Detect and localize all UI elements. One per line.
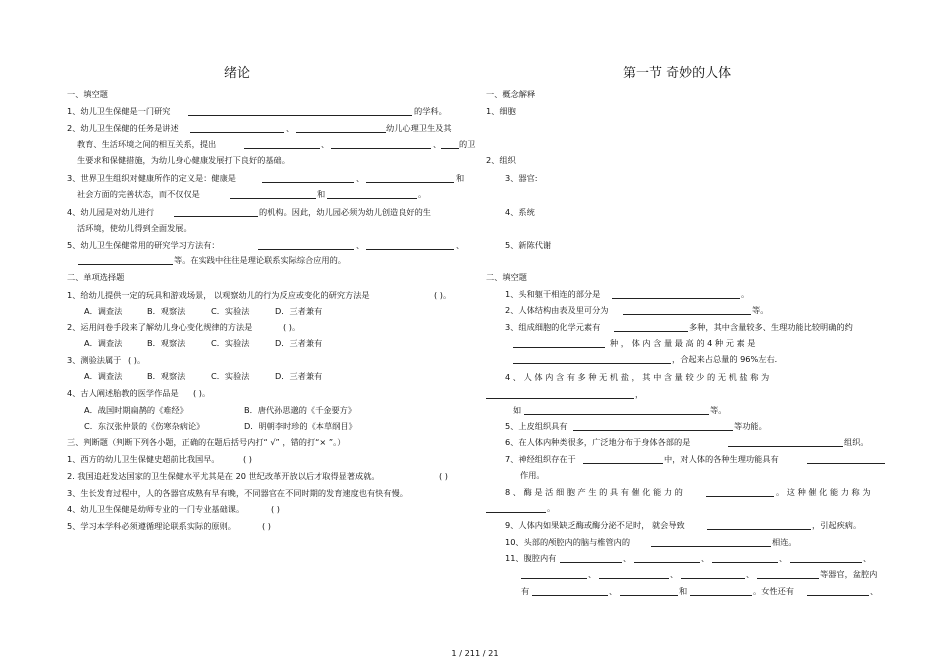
blank bbox=[331, 148, 431, 149]
section-single-choice: 二、单项选择题 bbox=[67, 272, 125, 282]
fill-5-end: 等功能。 bbox=[734, 421, 767, 431]
blank bbox=[327, 198, 417, 199]
fill-5: 5、上皮组织具有 bbox=[505, 421, 568, 431]
fill-1-end: 。 bbox=[741, 289, 750, 299]
fill-2-end: 等。 bbox=[752, 305, 769, 315]
blank bbox=[366, 182, 454, 183]
blank bbox=[486, 512, 546, 513]
question-2-b: 幼儿心理卫生及其 bbox=[386, 123, 452, 133]
blank bbox=[188, 115, 412, 116]
blank bbox=[807, 595, 869, 596]
option-a: A．战国时期扁鹊的《难经》 bbox=[84, 405, 188, 415]
option-b: B．唐代孙思邈的《千金要方》 bbox=[244, 405, 357, 415]
blank bbox=[790, 562, 862, 563]
sep: 、 bbox=[863, 553, 872, 563]
blank bbox=[258, 249, 354, 250]
sep: 、 bbox=[746, 569, 755, 579]
fill-7-b: 中，对人体的各种生理功能具有 bbox=[664, 454, 779, 464]
judge-1: 1、西方的幼儿卫生保健史超前比我国早。 bbox=[67, 454, 220, 464]
choice-3-paren: ( )。 bbox=[128, 355, 146, 365]
comma: 、 bbox=[456, 240, 465, 250]
blank bbox=[614, 331, 688, 332]
fill-10: 10、头部的颅腔内的脑与椎管内的 bbox=[505, 537, 631, 547]
fill-7: 7、神经组织存在于 bbox=[505, 454, 576, 464]
blank bbox=[296, 132, 386, 133]
fill-6-end: 组织。 bbox=[844, 437, 869, 447]
comma: 、 bbox=[433, 139, 442, 149]
choice-1: 1、给幼儿提供一定的玩具和游戏场景， 以观察幼儿的行为反应或变化的研究方法是 bbox=[67, 290, 370, 300]
fill-11-d: 有 bbox=[521, 586, 530, 596]
choice-3: 3、测验法属于 bbox=[67, 355, 122, 365]
choice-4: 4、古人阐述胎教的医学作品是 bbox=[67, 388, 179, 398]
fill-3-c: 种 ， 体 内 含 量 最 高 的 4 种 元 素 是 bbox=[610, 338, 756, 348]
judge-5-paren: ( ) bbox=[262, 521, 271, 531]
sep: 、 bbox=[623, 553, 632, 563]
judge-2-paren: ( ) bbox=[439, 471, 448, 481]
concept-system: 4、系统 bbox=[505, 207, 535, 217]
fill-4-c: 如 bbox=[513, 405, 522, 415]
option-a: A．调查法 bbox=[84, 371, 123, 381]
blank bbox=[583, 463, 663, 464]
fill-4-b: ， bbox=[635, 389, 644, 399]
concept-cell: 1、细胞 bbox=[486, 106, 516, 116]
blank bbox=[78, 264, 173, 265]
section-fill-blank: 二、填空题 bbox=[486, 272, 527, 282]
blank bbox=[707, 529, 811, 530]
option-c: C．实验法 bbox=[211, 306, 250, 316]
question-1: 1、幼儿卫生保健是一门研究 bbox=[67, 106, 171, 116]
judge-5: 5、学习本学科必须遵循理论联系实际的原则。 bbox=[67, 521, 236, 531]
fill-4-d: 等。 bbox=[710, 405, 727, 415]
comma: 、 bbox=[286, 123, 295, 133]
blank bbox=[513, 347, 605, 348]
blank bbox=[244, 148, 320, 149]
question-2: 2、幼儿卫生保健的任务是讲述 bbox=[67, 123, 179, 133]
choice-1-paren: ( )。 bbox=[434, 290, 452, 300]
fill-10-end: 相连。 bbox=[772, 537, 797, 547]
fill-11-f: 。女性还有 bbox=[753, 586, 794, 596]
sep: 、 bbox=[701, 553, 710, 563]
comma: 、 bbox=[356, 240, 365, 250]
fill-11: 11、腹腔内有 bbox=[505, 553, 557, 563]
fill-9: 9、人体内如果缺乏酶或酶分泌不足时， 就会导致 bbox=[505, 520, 685, 530]
option-c: C．东汉张仲景的《伤寒杂病论》 bbox=[84, 421, 205, 431]
fill-4: 4 、 人 体 内 含 有 多 种 无 机 盐 ， 其 中 含 量 较 少 的 无 机 盐 称 为 bbox=[505, 372, 770, 382]
blank bbox=[230, 198, 316, 199]
blank bbox=[513, 363, 671, 364]
blank bbox=[623, 314, 751, 315]
blank bbox=[560, 562, 622, 563]
page-number: 1 / 211 / 21 bbox=[451, 648, 499, 658]
blank bbox=[573, 430, 733, 431]
option-d: D．三者兼有 bbox=[275, 338, 323, 348]
blank bbox=[620, 595, 678, 596]
option-c: C．实验法 bbox=[211, 338, 250, 348]
fill-1: 1、头和躯干相连的部分是 bbox=[505, 289, 601, 299]
judge-1-paren: ( ) bbox=[243, 454, 252, 464]
question-2-c: 教育、生活环境之间的相互关系，提出 bbox=[77, 139, 217, 149]
fill-11-g: 、 bbox=[870, 586, 879, 596]
fill-8: 8 、 酶 是 活 细 胞 产 生 的 具 有 催 化 能 力 的 bbox=[505, 487, 683, 497]
blank bbox=[190, 132, 284, 133]
section-fill-blank: 一、填空题 bbox=[67, 89, 108, 99]
question-3-b: 和 bbox=[456, 173, 465, 183]
blank bbox=[634, 562, 700, 563]
blank bbox=[486, 398, 634, 399]
question-3: 3、世界卫生组织对健康所作的定义是：健康是 bbox=[67, 173, 236, 183]
section-judgement: 三、判断题（判断下列各小题，正确的在题后括号内打“ √” ，错的打“× ”。） bbox=[67, 437, 346, 447]
sep: 、 bbox=[779, 553, 788, 563]
fill-3-d: ，合起来占总量的 96%左右． bbox=[672, 354, 783, 364]
question-2-d: 的卫 bbox=[459, 139, 476, 149]
option-b: B．观察法 bbox=[147, 371, 186, 381]
question-3-c: 社会方面的完善状态，而不仅仅是 bbox=[77, 189, 200, 199]
comma: 、 bbox=[356, 173, 365, 183]
judge-4: 4、幼儿卫生保健是幼师专业的一门专业基础课。 bbox=[67, 504, 245, 514]
judge-3: 3、生长发育过程中，人的各器官成熟有早有晚，不同器官在不同时期的发育速度也有快有慢。 bbox=[67, 488, 408, 498]
blank bbox=[599, 578, 669, 579]
sep: 、 bbox=[609, 586, 618, 596]
choice-2: 2、运用问卷手段来了解幼儿身心变化规律的方法是 bbox=[67, 322, 253, 332]
blank bbox=[807, 463, 885, 464]
option-d: D．三者兼有 bbox=[275, 371, 323, 381]
blank bbox=[441, 148, 459, 149]
left-title: 绪论 bbox=[224, 66, 251, 81]
option-d: D．三者兼有 bbox=[275, 306, 323, 316]
sep: 、 bbox=[670, 569, 679, 579]
fill-9-end: ，引起疾病。 bbox=[812, 520, 862, 530]
concept-tissue: 2、组织 bbox=[486, 155, 516, 165]
option-a: A．调查法 bbox=[84, 306, 123, 316]
fill-7-c: 作用。 bbox=[520, 470, 545, 480]
fill-2: 2、人体结构由表及里可分为 bbox=[505, 305, 609, 315]
blank bbox=[366, 249, 454, 250]
fill-11-e: 和 bbox=[679, 586, 688, 596]
fill-3: 3、组成细胞的化学元素有 bbox=[505, 322, 601, 332]
concept-organ: 3、器官: bbox=[505, 173, 538, 183]
sep: 、 bbox=[588, 569, 597, 579]
question-4-c: 活环境，使幼儿得到全面发展。 bbox=[77, 223, 192, 233]
blank bbox=[521, 578, 587, 579]
blank bbox=[690, 595, 752, 596]
option-d: D．明朝李时珍的《本草纲目》 bbox=[244, 421, 357, 431]
question-4: 4、幼儿园是对幼儿进行 bbox=[67, 207, 155, 217]
question-5: 5、幼儿卫生保健常用的研究学习方法有： bbox=[67, 240, 220, 250]
blank bbox=[532, 595, 608, 596]
comma: 、 bbox=[321, 139, 330, 149]
judge-2: 2. 我国追赶发达国家的卫生保健水平尤其是在 20 世纪改革开放以后才取得显著成就。 bbox=[67, 471, 380, 481]
question-3-d: 和 bbox=[317, 189, 326, 199]
fill-8-c: 。 bbox=[547, 503, 556, 513]
option-a: A．调查法 bbox=[84, 338, 123, 348]
blank bbox=[524, 414, 709, 415]
right-title: 第一节 奇妙的人体 bbox=[623, 66, 732, 81]
fill-3-b: 多种，其中含量较多、生理功能比较明确的约 bbox=[689, 322, 853, 332]
question-1-end: 的学科。 bbox=[414, 106, 447, 116]
choice-4-paren: ( )。 bbox=[193, 388, 211, 398]
question-2-e: 生要求和保健措施，为幼儿身心健康发展打下良好的基础。 bbox=[77, 155, 290, 165]
blank bbox=[712, 562, 778, 563]
period: 。 bbox=[418, 189, 427, 199]
blank bbox=[612, 298, 740, 299]
blank bbox=[728, 446, 843, 447]
section-concepts: 一、概念解释 bbox=[486, 89, 536, 99]
fill-8-b: 。 这 种 催 化 能 力 称 为 bbox=[776, 487, 871, 497]
option-b: B．观察法 bbox=[147, 338, 186, 348]
concept-metabolism: 5、新陈代谢 bbox=[505, 240, 552, 250]
choice-2-paren: ( )。 bbox=[283, 322, 301, 332]
question-4-b: 的机构。因此，幼儿园必须为幼儿创造良好的生 bbox=[259, 207, 431, 217]
fill-6: 6、在人体内种类很多，广泛地分布于身体各部的是 bbox=[505, 437, 691, 447]
option-c: C．实验法 bbox=[211, 371, 250, 381]
blank bbox=[262, 182, 354, 183]
blank bbox=[651, 546, 771, 547]
question-5-b: 等。在实践中往往是理论联系实际综合应用的。 bbox=[174, 255, 346, 265]
fill-11-c: 等器官，盆腔内 bbox=[820, 569, 878, 579]
blank bbox=[706, 496, 774, 497]
blank bbox=[757, 578, 819, 579]
blank bbox=[681, 578, 745, 579]
judge-4-paren: ( ) bbox=[271, 504, 280, 514]
blank bbox=[174, 216, 258, 217]
option-b: B．观察法 bbox=[147, 306, 186, 316]
